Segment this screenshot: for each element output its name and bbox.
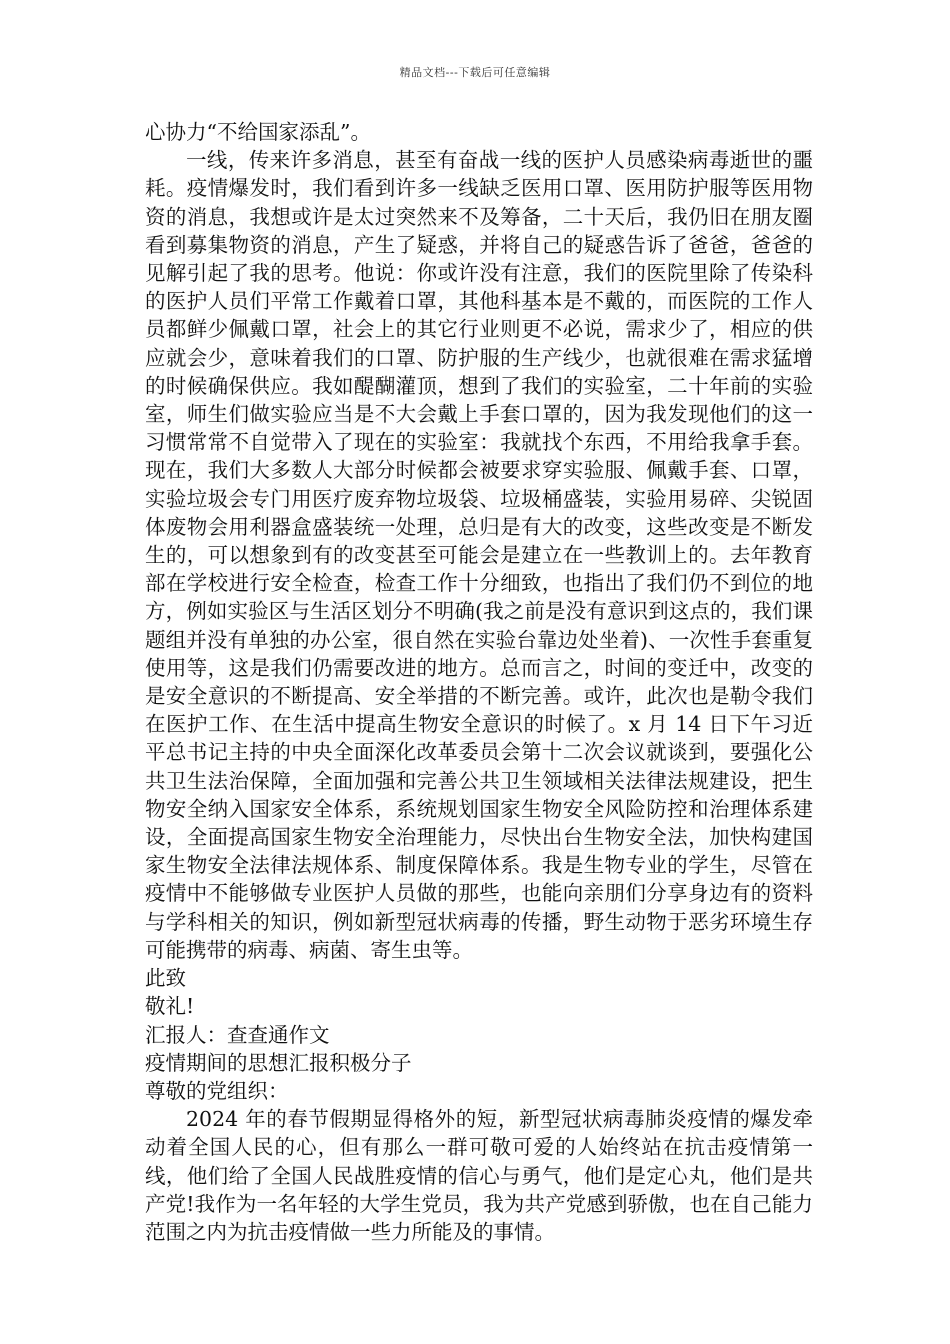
closing-greeting: 此致 bbox=[145, 966, 186, 991]
salutation: 尊敬的党组织： bbox=[145, 1078, 289, 1103]
paragraph-intro: 2024 年的春节假期显得格外的短，新型冠状病毒肺炎疫情的爆发牵动着全国人民的心，但有那么一群可敬可爱的人始终站在抗击疫情第一线，他们给了全国人民战胜疫情的信心与勇气，他们是定心丸，他们是共产党!我作为一名年轻的大学生党员，我为共产党感到骄傲，也在自己能力范围之内为抗击疫情做一些力所能及的事情。 bbox=[145, 1107, 813, 1244]
section-title: 疫情期间的思想汇报积极分子 bbox=[145, 1050, 412, 1075]
paragraph-body: 一线，传来许多消息，甚至有奋战一线的医护人员感染病毒逝世的噩耗。疫情爆发时，我们看到许多一线缺乏医用口罩、医用防护服等医用物资的消息，我想或许是太过突然来不及筹备，二十天后，我仍旧在朋友圈看到募集物资的消息，产生了疑惑，并将自己的疑惑告诉了爸爸，爸爸的见解引起了我的思考。他说：你或许没有注意，我们的医院里除了传染科的医护人员们平常工作戴着口罩，其他科基本是不戴的，而医院的工作人员都鲜少佩戴口罩，社会上的其它行业则更不必说，需求少了，相应的供应就会少，意味着我们的口罩、防护服的生产线少，也就很难在需求猛增的时候确保供应。我如醍醐灌顶，想到了我们的实验室，二十年前的实验室，师生们做实验应当是不大会戴上手套口罩的，因为我发现他们的这一习惯常常不自觉带入了现在的实验室：我就找个东西，不用给我拿手套。现在，我们大多数人大部分时候都会被要求穿实验服、佩戴手套、口罩，实验垃圾会专门用医疗废弃物垃圾袋、垃圾桶盛装，实验用易碎、尖锐固体废物会用利器盒盛装统一处理，总归是有大的改变，这些改变是不断发生的，可以想象到有的改变甚至可能会是建立在一些教训上的。去年教育部在学校进行安全检查，检查工作十分细致，也指出了我们仍不到位的地方，例如实验区与生活区划分不明确(我之前是没有意识到这点的，我们课题组并没有单独的办公室，很自然在实验台靠边处坐着)、一次性手套重复使用等，这是我们仍需要改进的地方。总而言之，时间的变迁中，改变的是安全意识的不断提高、安全举措的不断完善。或许，此次也是勒令我们在医护工作、在生活中提高生物安全意识的时候了。x 月 14 日下午习近平总书记主持的中央全面深化改革委员会第十二次会议就谈到，要强化公共卫生法治保障，全面加强和完善公共卫生领域相关法律法规建设，把生物安全纳入国家安全体系，系统规划国家生物安全风险防控和治理体系建设，全面提高国家生物安全治理能力，尽快出台生物安全法，加快构建国家生物安全法律法规体系、制度保障体系。我是生物专业的学生，尽管在疫情中不能够做专业医护人员做的那些，也能向亲朋们分享身边有的资料与学科相关的知识，例如新型冠状病毒的传播，野生动物于恶劣环境生存可能携带的病毒、病菌、寄生虫等。 bbox=[145, 148, 813, 962]
closing-salute: 敬礼! bbox=[145, 994, 195, 1019]
page-header: 精品文档---下载后可任意编辑 bbox=[399, 66, 551, 79]
document-body bbox=[145, 118, 813, 1246]
paragraph-continuation: 心协力“不给国家添乱”。 bbox=[145, 120, 371, 144]
reporter-signature: 汇报人：查查通作文 bbox=[145, 1022, 330, 1047]
